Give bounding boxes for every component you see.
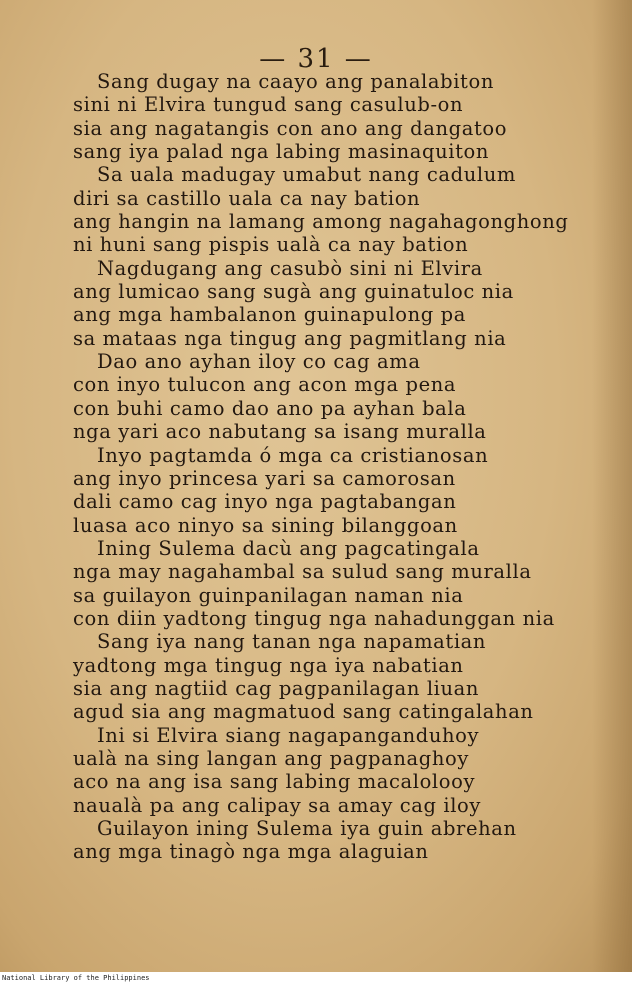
text-line: aco na ang isa sang labing macalolooy [73, 770, 476, 794]
text-line: Sang dugay na caayo ang panalabiton [97, 70, 494, 93]
text-line: ualà na sing langan ang pagpanaghoy [73, 746, 469, 770]
text-line: Ini si Elvira siang nagapanganduhoy [97, 723, 480, 747]
poem-text [73, 70, 618, 864]
text-line: Dao ano ayhan iloy co cag ama [97, 350, 421, 374]
text-line: ang lumicao sang sugà ang guinatuloc nia [73, 280, 514, 304]
text-line: luasa aco ninyo sa sining bilanggoan [73, 513, 458, 537]
text-line: naualà pa ang calipay sa amay cag iloy [73, 793, 481, 817]
text-line: ang hangin na lamang among nagahagonghong [73, 210, 569, 234]
text-line: ang mga hambalanon guinapulong pa [73, 303, 466, 327]
text-line: ang mga tinagò nga mga alaguian [73, 840, 429, 864]
text-line: Sa uala madugay umabut nang cadulum [97, 163, 516, 187]
text-line: sang iya palad nga labing masinaquiton [73, 140, 490, 164]
text-line: Ining Sulema dacù ang pagcatingala [97, 536, 480, 560]
text-line: diri sa castillo uala ca nay bation [73, 186, 421, 210]
text-line: sia ang nagatangis con ano ang dangatoo [73, 116, 508, 140]
text-line: Nagdugang ang casubò sini ni Elvira [97, 256, 483, 280]
text-line: Sang iya nang tanan nga napamatian [97, 630, 487, 654]
text-line: Inyo pagtamda ó mga ca cristianosan [97, 443, 489, 467]
text-line: yadtong mga tingug nga iya nabatian [73, 653, 464, 677]
text-line: agud sia ang magmatuod sang catingalahan [73, 700, 534, 724]
text-line: nga yari aco nabutang sa isang muralla [73, 420, 487, 444]
text-line: sini ni Elvira tungud sang casulub-on [73, 93, 464, 117]
text-line: ni huni sang pispis ualà ca nay bation [73, 233, 469, 257]
page-number: — 31 — [259, 44, 373, 74]
text-line: nga may nagahambal sa sulud sang muralla [73, 560, 532, 584]
text-line: sa mataas nga tingug ang pagmitlang nia [73, 326, 507, 350]
text-line: con buhi camo dao ano pa ayhan bala [73, 396, 467, 420]
text-line: sia ang nagtiid cag pagpanilagan liuan [73, 676, 480, 700]
library-footer: National Library of the Philippines [2, 974, 150, 982]
text-line: Guilayon ining Sulema iya guin abrehan [97, 817, 517, 840]
text-line: con diin yadtong tingug nga nahadunggan nia [73, 606, 555, 630]
text-line: dali camo cag inyo nga pagtabangan [73, 490, 457, 514]
text-line: con inyo tulucon ang acon mga pena [73, 373, 457, 397]
text-line: ang inyo princesa yari sa camorosan [73, 466, 456, 490]
text-line: sa guilayon guinpanilagan naman nia [73, 583, 464, 607]
